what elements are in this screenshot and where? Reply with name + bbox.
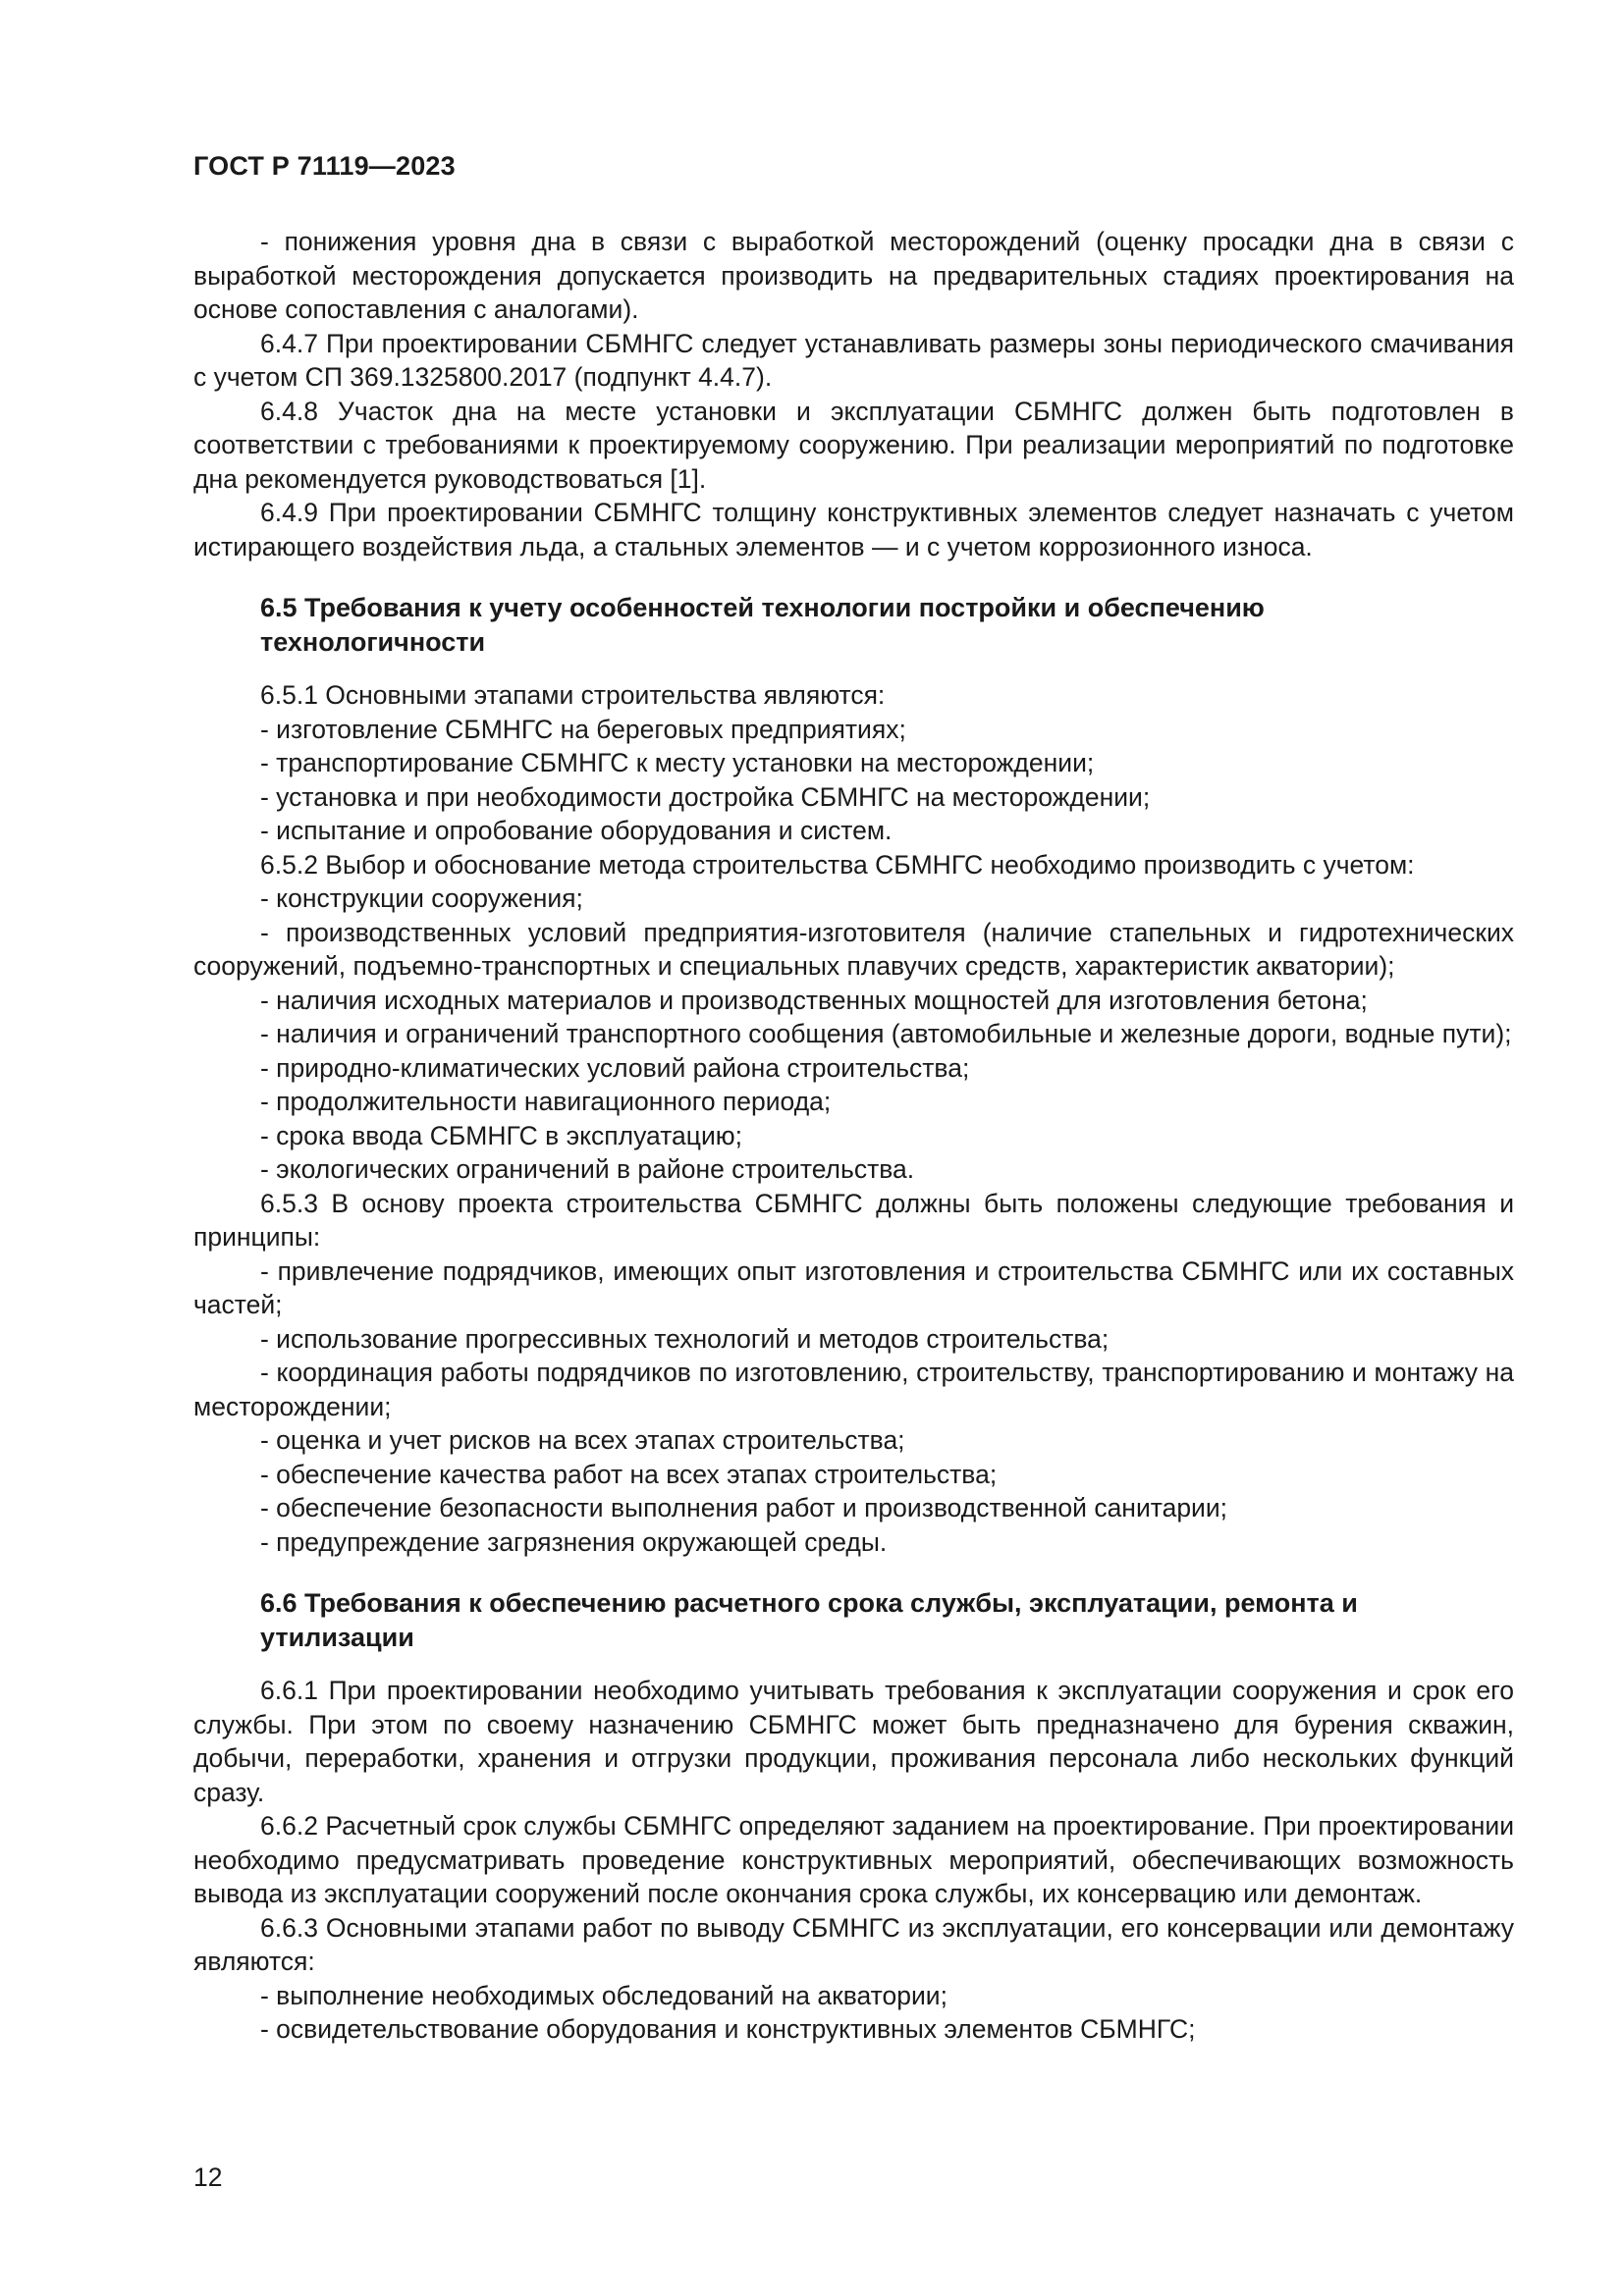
list-item-principle: - оценка и учет рисков на всех этапах строительства; [260, 1425, 905, 1455]
document-body [193, 225, 1514, 2047]
document-header-code: ГОСТ Р 71119—2023 [193, 151, 456, 181]
heading-6-5: 6.5 Требования к учету особенностей технологии постройки и обеспечению технологичности [260, 593, 1265, 657]
list-item-factor: - наличия исходных материалов и производственных мощностей для изготовления бетона; [260, 985, 1368, 1015]
list-item-factor: - природно-климатических условий района строительства; [260, 1052, 970, 1083]
list-item-stage: - транспортирование СБМНГС к месту установки на месторождении; [260, 748, 1095, 777]
list-item-principle: - предупреждение загрязнения окружающей среды. [260, 1526, 888, 1557]
list-item-principle: - использование прогрессивных технологий и методов строительства; [260, 1323, 1110, 1354]
list-item-decommission-step: - выполнение необходимых обследований на акватории; [260, 1980, 947, 2010]
list-item-stage: - установка и при необходимости достройка СБМНГС на месторождении; [260, 781, 1151, 812]
paragraph-6-6-2: 6.6.2 Расчетный срок службы СБМНГС определяют заданием на проектирование. При проектировании необходимо предусматривать проведение конструктивных мероприятий, обеспечивающих возможность вывода из эксплуатации сооружений после окончания срока службы, их консервацию или демонтаж. [193, 1811, 1514, 1908]
paragraph-bottom-lowering: - понижения уровня дна в связи с выработкой месторождений (оценку просадки дна в связи с выработкой месторождения допускается производить на предварительных стадиях проектирования на основе сопоставления с аналогами). [193, 227, 1514, 324]
list-item-principle: - обеспечение безопасности выполнения работ и производственной санитарии; [260, 1493, 1228, 1522]
paragraph-6-5-1: 6.5.1 Основными этапами строительства являются: [260, 680, 886, 710]
paragraph-6-4-9: 6.4.9 При проектировании СБМНГС толщину конструктивных элементов следует назначать с учетом истирающего воздействия льда, а стальных элементов — и с учетом коррозионного износа. [193, 498, 1514, 561]
list-item-stage: - испытание и опробование оборудования и систем. [260, 816, 893, 845]
paragraph-6-5-3: 6.5.3 В основу проекта строительства СБМНГС должны быть положены следующие требования и принципы: [193, 1188, 1514, 1252]
paragraph-6-5-2: 6.5.2 Выбор и обоснование метода строительства СБМНГС необходимо производить с учетом: [260, 849, 1415, 880]
list-item-factor: - производственных условий предприятия-изготовителя (наличие стапельных и гидротехнических сооружений, подъемно-транспортных и специальных плавучих средств, характеристик акватории); [193, 917, 1514, 981]
list-item-principle: - привлечение подрядчиков, имеющих опыт изготовления и строительства СБМНГС или их составных частей; [193, 1255, 1514, 1319]
list-item-decommission-step: - освидетельствование оборудования и конструктивных элементов СБМНГС; [260, 2014, 1196, 2044]
heading-6-6: 6.6 Требования к обеспечению расчетного срока службы, эксплуатации, ремонта и утилизации [260, 1588, 1358, 1652]
list-item-principle: - обеспечение качества работ на всех этапах строительства; [260, 1459, 998, 1489]
list-item-principle: - координация работы подрядчиков по изготовлению, строительству, транспортированию и монтажу на месторождении; [193, 1358, 1514, 1421]
page-number: 12 [193, 2163, 223, 2192]
list-item-factor: - срока ввода СБМНГС в эксплуатацию; [260, 1120, 742, 1150]
paragraph-6-4-7: 6.4.7 При проектировании СБМНГС следует устанавливать размеры зоны периодического смачивания с учетом СП 369.1325800.2017 (подпункт 4.4.7). [193, 328, 1514, 392]
list-item-stage: - изготовление СБМНГС на береговых предприятиях; [260, 714, 906, 744]
paragraph-6-6-3: 6.6.3 Основными этапами работ по выводу СБМНГС из эксплуатации, его консервации или демонтажу являются: [193, 1912, 1514, 1976]
list-item-factor: - экологических ограничений в районе строительства. [260, 1154, 915, 1184]
paragraph-6-4-8: 6.4.8 Участок дна на месте установки и эксплуатации СБМНГС должен быть подготовлен в соответствии с требованиями к проектируемому сооружению. При реализации мероприятий по подготовке дна рекомендуется руководствоваться [1]. [193, 396, 1514, 494]
list-item-factor: - наличия и ограничений транспортного сообщения (автомобильные и железные дороги, водные пути); [260, 1019, 1512, 1048]
list-item-factor: - конструкции сооружения; [260, 883, 583, 913]
paragraph-6-6-1: 6.6.1 При проектировании необходимо учитывать требования к эксплуатации сооружения и срок его службы. При этом по своему назначению СБМНГС может быть предназначено для бурения скважин, добычи, переработки, хранения и отгрузки продукции, проживания персонала либо нескольких функций сразу. [193, 1676, 1514, 1807]
list-item-factor: - продолжительности навигационного периода; [260, 1087, 832, 1116]
